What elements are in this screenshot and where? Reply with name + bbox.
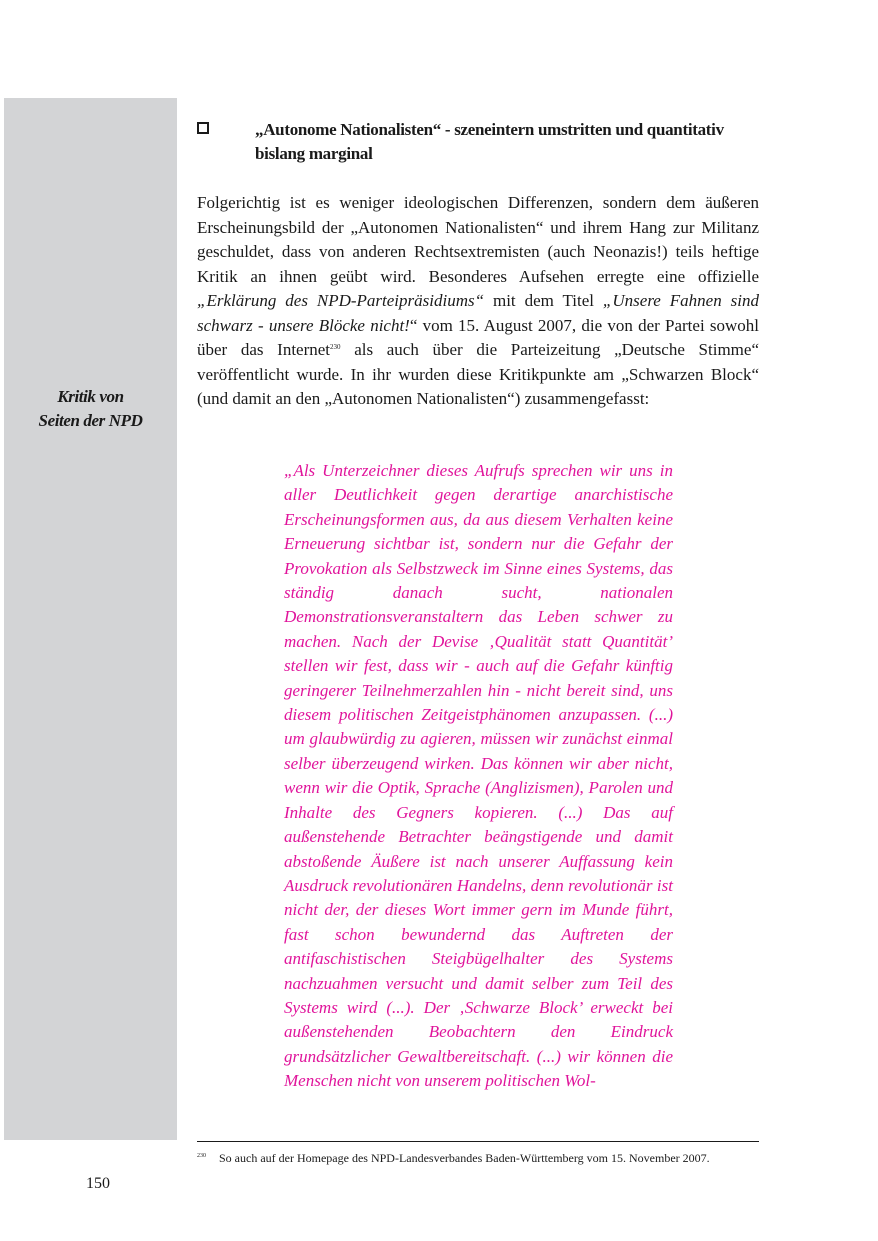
body-text-part-3: “ vom 15. August 2007, die von der Partei sowohl über das Internet — [197, 315, 759, 359]
block-quote: „Als Unterzeichner dieses Aufrufs sprechen wir uns in aller Deutlichkeit gegen derartige anarchistische Erscheinungsformen aus, da aus diesem Verhalten keine Erneuerung sichtbar ist, sondern nur die Gefahr der Provokation als Selbstzweck im Sinne eines Systems, das ständig danach sucht, nationalen Demonstrationsveranstaltern das Leben schwer zu machen. Nach der Devise ‚Qualität statt Quantität’ stellen wir fest, dass wir - auch auf die Gefahr künftig geringerer Teilnehmerzahlen hin - nicht bereit sind, uns diesem politischen Zeitgeistphänomen anzupassen. (...) um glaubwürdig zu agieren, müssen wir zunächst einmal selber überzeugend wirken. Das können wir aber nicht, wenn wir die Optik, Sprache (Anglizismen), Parolen und Inhalte des Gegners kopieren. (...) Das auf außenstehende Betrachter beängstigende und damit abstoßende Äußere ist nach unserer Auffassung kein Ausdruck revolutionären Handelns, denn revolutionär ist nicht der, der dieses Wort immer gern im Munde führt, fast schon bewundernd das Auftreten der antifaschistischen Steigbügelhalter des Systems nachzuahmen versucht und damit selber zum Teil des Systems wird (...). Der ‚Schwarze Block’ erweckt bei außenstehenden Beobachtern den Eindruck grundsätzlicher Gewaltbereitschaft. (...) wir können die Menschen nicht von unserem politischen Wol- — [284, 461, 673, 1091]
footnote-reference: 230 — [330, 343, 341, 351]
footnote-divider — [197, 1141, 759, 1142]
checkbox-bullet-icon — [197, 122, 209, 134]
body-italic-title-1: „Erklärung des NPD-Parteipräsidiums“ — [197, 291, 485, 310]
margin-note — [4, 385, 177, 433]
body-italic-title-2: „Unsere Fahnen sind schwarz - unsere Blöcke nicht! — [197, 291, 759, 335]
section-heading — [197, 118, 761, 166]
margin-note-line-2: Seiten der NPD — [38, 411, 143, 430]
section-heading-text: „Autonome Nationalisten“ - szeneintern umstritten und quantitativ bislang marginal — [255, 120, 724, 163]
margin-sidebar — [4, 98, 177, 1140]
body-text-part-1: Folgerichtig ist es weniger ideologischen Differenzen, sondern dem äußeren Erscheinungsbild der „Autonomen Nationalisten“ und ihrem Hang zur Militanz geschuldet, dass von anderen Rechtsextremisten (auch Neonazis!) teils heftige Kritik an ihnen geübt wird. Besonderes Aufsehen erregte eine offizielle — [197, 193, 759, 286]
page-number: 150 — [86, 1175, 110, 1192]
margin-note-line-1: Kritik von — [57, 387, 124, 406]
body-text-part-2: mit dem Titel — [484, 291, 603, 310]
footnote-number: 230 — [197, 1153, 206, 1159]
body-text-part-4: als auch über die Parteizeitung „Deutsche Stimme“ veröffentlicht wurde. In ihr wurden diese Kritikpunkte am „Schwarzen Block“ (und damit an den „Autonomen Nationalisten“) zusammengefasst: — [197, 340, 759, 408]
footnote — [197, 1149, 767, 1166]
footnote-text: So auch auf der Homepage des NPD-Landesverbandes Baden-Württemberg vom 15. November 2007. — [219, 1151, 710, 1165]
body-paragraph — [197, 191, 759, 412]
